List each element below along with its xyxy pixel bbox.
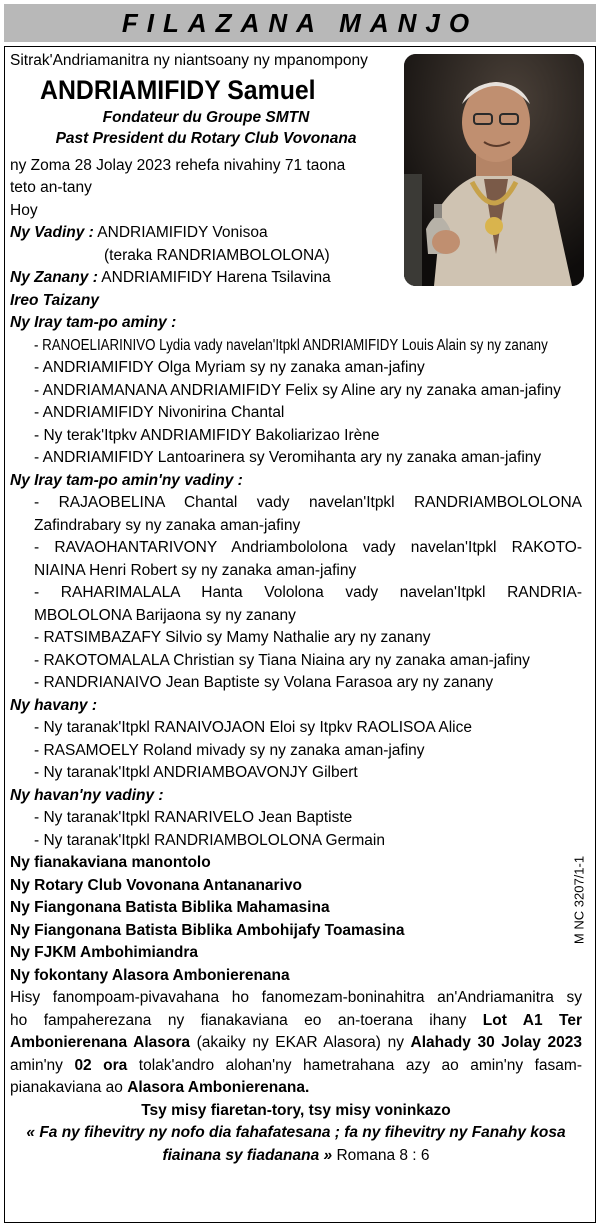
deceased-title-2: Past President du Rotary Club Vovonana (55, 129, 357, 147)
reference-code (568, 845, 590, 955)
announcement-text: amin'ny (10, 1056, 75, 1074)
group-line: Ny fianakaviana manontolo (10, 854, 211, 871)
announcement-line-2 (10, 1010, 582, 1033)
group-line: Ny Fiangonana Batista Biblika Mahamasina (10, 899, 330, 916)
announcement-location: Lot A1 Ter (482, 1011, 582, 1029)
header-title: FILAZANA MANJO (121, 7, 479, 38)
intro-line: Sitrak'Andriamanitra ny niantsoany ny mpanompony (10, 52, 368, 69)
list-item: - Ny taranak'Itpkl RANDRIAMBOLOLONA Germain (34, 831, 385, 849)
verse-line-2 (10, 1145, 582, 1168)
death-line-2: teto an-tany (10, 179, 92, 196)
list-item: - RAVAOHANTARIVONY Andriambololona vady navelan'Itpkl RAKOTO- (34, 539, 582, 556)
list-item-continued: MBOLOLONA Barijaona sy ny zanany (34, 606, 296, 624)
deceased-name: ANDRIAMIFIDY Samuel (40, 74, 316, 105)
iray-aminy-heading: Ny Iray tam-po aminy : (10, 314, 177, 331)
list-item: - Ny taranak'Itpkl RANAIVOJAON Eloi sy Itpkv RAOLISOA Alice (34, 719, 472, 736)
announcement-line-4 (10, 1055, 582, 1078)
zanany-line (10, 267, 592, 290)
list-item: - RAJAOBELINA Chantal vady navelan'Itpkl RANDRIAMBOLOLONA (34, 494, 582, 511)
vadiny-name: ANDRIAMIFIDY Vonisoa (93, 224, 268, 241)
taizany-heading: Ireo Taizany (10, 291, 100, 309)
zanany-label: Ny Zanany : (10, 269, 98, 286)
group-line: Ny FJKM Ambohimiandra (10, 944, 199, 961)
announcement-text: ho fampaherezana ny fianakaviana eo an-toerana ihany (10, 1011, 483, 1029)
announcement-place: Alasora Ambonierenana. (127, 1079, 310, 1096)
zanany-name: ANDRIAMIFIDY Harena Tsilavina (97, 269, 331, 286)
havany-heading: Ny havany : (10, 696, 98, 714)
obituary-text (10, 50, 592, 1167)
list-item: - Ny taranak'Itpkl ANDRIAMBOAVONJY Gilbert (34, 764, 358, 781)
announcement-time: 02 ora (74, 1056, 128, 1074)
announcement-line-3 (10, 1032, 582, 1055)
announcement-text: (akaiky ny EKAR Alasora) ny (190, 1034, 411, 1051)
vadiny-line-2: (teraka RANDRIAMBOLOLONA) (104, 246, 330, 264)
list-item: - ANDRIAMIFIDY Nivonirina Chantal (34, 404, 285, 421)
deceased-title-1: Fondateur du Groupe SMTN (102, 108, 310, 126)
list-item: - RATSIMBAZAFY Silvio sy Mamy Nathalie ary ny zanany (34, 629, 431, 646)
list-item-continued: Zafindrabary sy ny zanaka aman-jafiny (34, 516, 301, 534)
header-bar (4, 4, 596, 42)
list-item: - RAKOTOMALALA Christian sy Tiana Niaina ary ny zanaka aman-jafiny (34, 651, 530, 669)
list-item: - RANDRIANAIVO Jean Baptiste sy Volana Farasoa ary ny zanany (34, 674, 494, 691)
verse-line-1: « Fa ny fihevitry ny nofo dia fahafatesana ; fa ny fihevitry ny Fanahy kosa (26, 1124, 566, 1141)
announcement-text: pianakaviana ao (10, 1079, 128, 1096)
list-item: - Ny taranak'Itpkl RANARIVELO Jean Baptiste (34, 809, 353, 826)
group-line: Ny fokontany Alasora Ambonierenana (10, 966, 290, 984)
iray-vadiny-heading: Ny Iray tam-po amin'ny vadiny : (10, 471, 243, 489)
list-item: - Ny terak'Itpkv ANDRIAMIFIDY Bakoliarizao Irène (34, 426, 380, 444)
list-item: - ANDRIAMIFIDY Lantoarinera sy Veromihanta ary ny zanaka aman-jafiny (34, 449, 542, 466)
list-item: - ANDRIAMIFIDY Olga Myriam sy ny zanaka aman-jafiny (34, 359, 425, 376)
verse-reference: Romana 8 : 6 (332, 1146, 430, 1164)
hoy-line: Hoy (10, 201, 38, 219)
group-line: Ny Fiangonana Batista Biblika Ambohijafy Toamasina (10, 921, 405, 939)
death-line-1: ny Zoma 28 Jolay 2023 rehefa nivahiny 71 taona (10, 156, 346, 174)
announcement-line-1: Hisy fanompoam-pivavahana ho fanomezam-boninahitra an'Andriamanitra sy (10, 989, 582, 1006)
list-item (10, 335, 592, 358)
announcement-location: Ambonierenana Alasora (10, 1034, 191, 1051)
reference-text: M NC 3207/1-1 (571, 855, 587, 945)
vadiny-label: Ny Vadiny : (10, 224, 94, 241)
havan-vadiny-heading: Ny havan'ny vadiny : (10, 786, 164, 804)
no-flowers-line: Tsy misy fiaretan-tory, tsy misy voninkazo (141, 1101, 451, 1119)
group-line: Ny Rotary Club Vovonana Antananarivo (10, 876, 302, 894)
list-item-continued: NIAINA Henri Robert sy ny zanaka aman-jafiny (34, 561, 357, 579)
verse-text: fiainana sy fiadanana » (162, 1146, 333, 1164)
vadiny-line (10, 222, 592, 245)
list-item: - RAHARIMALALA Hanta Vololona vady navelan'Itpkl RANDRIA- (34, 584, 582, 601)
list-item: - RASAMOELY Roland mivady sy ny zanaka aman-jafiny (34, 741, 425, 759)
announcement-text: tolak'andro alohan'ny hametrahana azy ao amin'ny fasam- (127, 1056, 582, 1074)
list-item: - ANDRIAMANANA ANDRIAMIFIDY Felix sy Aline ary ny zanaka aman-jafiny (34, 381, 561, 399)
announcement-line-5 (10, 1077, 592, 1100)
list-item-text: - RANOELIARINIVO Lydia vady navelan'Itpkl ANDRIAMIFIDY Louis Alain sy ny zanany (34, 336, 548, 354)
announcement-date: Alahady 30 Jolay 2023 (410, 1034, 583, 1051)
